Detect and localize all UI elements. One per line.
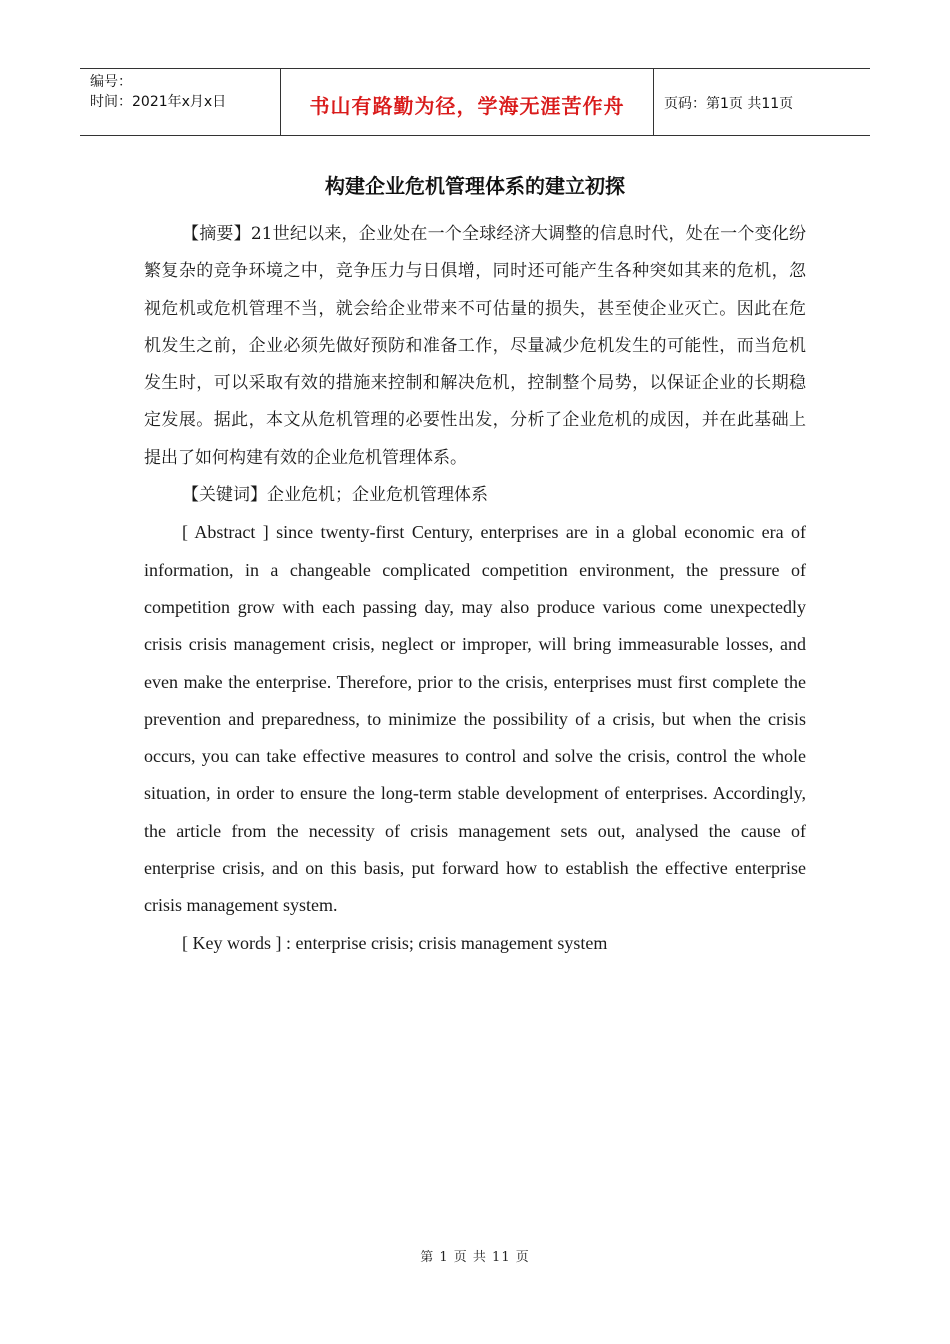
abstract-english: [ Abstract ] since twenty-first Century, enterprises are in a global economic era of information, in a changeable complicated competition environment, the pressure of competition grow with each passing day, may also produce various come unexpectedly crisis crisis management crisis, neglect or improper, will bring immeasurable losses, and even make the enterprise. Therefore, prior to the crisis, enterprises must first complete the prevention and preparedness, to minimize the possibility of a crisis, but when the crisis occurs, you can take effective measures to control and solve the crisis, control the whole situation, in order to ensure the long-term stable development of enterprises. Accordingly, the article from the necessity of crisis management sets out, analysed the cause of enterprise crisis, and on this basis, put forward how to establish the effective enterprise crisis management system. [144, 522, 806, 916]
header-motto-cell [281, 69, 654, 135]
document-body [144, 216, 806, 962]
abstract-chinese: 【摘要】21世纪以来，企业处在一个全球经济大调整的信息时代，处在一个变化纷繁复杂的竞争环境之中，竞争压力与日俱增，同时还可能产生各种突如其来的危机，忽视危机或危机管理不当，就会给企业带来不可估量的损失，甚至使企业灭亡。因此在危机发生之前，企业必须先做好预防和准备工作，尽量减少危机发生的可能性，而当危机发生时，可以采取有效的措施来控制和解决危机，控制整个局势，以保证企业的长期稳定发展。据此，本文从危机管理的必要性出发，分析了企业危机的成因，并在此基础上提出了如何构建有效的企业危机管理体系。 [144, 224, 806, 468]
page-footer: 第 1 页 共 11 页 [420, 1250, 530, 1265]
document-number-label: 编号： [90, 74, 132, 90]
header-motto: 书山有路勤为径，学海无涯苦作舟 [309, 93, 625, 118]
header-page-cell [654, 69, 870, 135]
keywords-english: [ Key words ] : enterprise crisis; crisis management system [182, 932, 608, 953]
document-title: 构建企业危机管理体系的建立初探 [325, 174, 625, 198]
header-page-info: 页码：第1页 共11页 [664, 96, 794, 112]
header-meta-cell [80, 69, 281, 135]
document-date-label: 时间：2021年x月x日 [90, 94, 227, 110]
keywords-chinese: 【关键词】企业危机；企业危机管理体系 [182, 485, 488, 506]
header-table [80, 68, 870, 136]
